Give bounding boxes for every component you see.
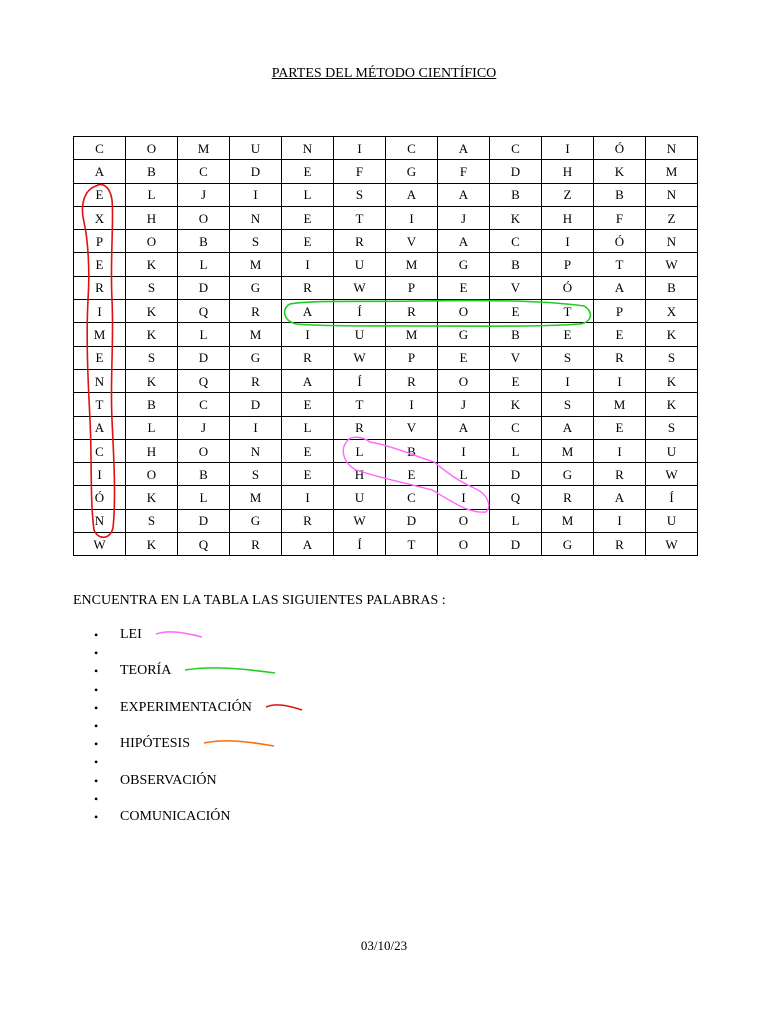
bullet-icon: • [94,809,99,824]
grid-cell: R [386,369,438,392]
bullet-icon: • [94,773,99,788]
grid-row [74,206,698,229]
grid-row [74,253,698,276]
grid-cell: K [126,300,178,323]
grid-cell: G [438,253,490,276]
grid-cell: E [282,206,334,229]
grid-cell: Q [490,486,542,509]
grid-row [74,300,698,323]
word-list-item [92,699,360,717]
grid-cell: B [490,183,542,206]
grid-cell: C [74,439,126,462]
grid-cell: J [178,416,230,439]
grid-row [74,533,698,556]
bullet-icon: • [94,755,99,770]
grid-cell: E [282,439,334,462]
word-label: LEI [120,627,142,642]
grid-cell: I [594,509,646,532]
grid-cell: P [542,253,594,276]
grid-cell: I [386,206,438,229]
grid-cell: I [74,463,126,486]
grid-cell: A [438,416,490,439]
grid-cell: N [646,183,698,206]
page-title: PARTES DEL MÉTODO CIENTÍFICO [271,66,497,81]
grid-cell: G [542,463,594,486]
instructions-text: ENCUENTRA EN LA TABLA LAS SIGUIENTES PALABRAS : [73,593,446,608]
grid-cell: W [74,533,126,556]
grid-cell: E [282,463,334,486]
grid-cell: E [542,323,594,346]
grid-cell: H [334,463,386,486]
word-search-grid [73,136,698,556]
grid-cell: L [178,253,230,276]
grid-cell: O [438,300,490,323]
grid-cell: N [282,137,334,160]
grid-cell: L [490,509,542,532]
grid-row [74,393,698,416]
grid-cell: A [594,486,646,509]
grid-cell: G [230,276,282,299]
grid-cell: Ó [594,137,646,160]
grid-cell: B [646,276,698,299]
grid-cell: C [386,137,438,160]
grid-cell: R [542,486,594,509]
grid-cell: W [334,509,386,532]
word-label: OBSERVACIÓN [120,772,217,788]
grid-cell: A [386,183,438,206]
grid-cell: K [126,323,178,346]
grid-cell: G [438,323,490,346]
grid-cell: C [74,137,126,160]
grid-cell: R [282,346,334,369]
grid-cell: K [126,533,178,556]
grid-cell: B [178,230,230,253]
grid-row [74,137,698,160]
grid-cell: O [438,369,490,392]
grid-cell: A [74,160,126,183]
grid-cell: R [386,300,438,323]
color-swatch-mark [154,629,250,641]
grid-cell: R [282,276,334,299]
grid-cell: S [126,509,178,532]
grid-cell: U [646,439,698,462]
grid-cell: E [594,416,646,439]
grid-cell: F [334,160,386,183]
grid-cell: B [490,253,542,276]
color-swatch-mark [202,738,298,750]
grid-cell: G [230,509,282,532]
grid-cell: T [542,300,594,323]
grid-cell: A [282,369,334,392]
word-list-item [92,753,360,771]
grid-cell: T [334,206,386,229]
grid-cell: M [594,393,646,416]
grid-cell: V [490,276,542,299]
grid-cell: S [646,416,698,439]
bullet-icon: • [94,700,99,715]
grid-cell: O [126,230,178,253]
page-date: 03/10/23 [360,938,408,953]
bullet-icon: • [94,682,99,697]
grid-cell: O [126,137,178,160]
grid-row [74,323,698,346]
grid-cell: K [490,206,542,229]
grid-cell: F [438,160,490,183]
grid-cell: D [490,463,542,486]
grid-cell: E [74,253,126,276]
grid-cell: I [542,137,594,160]
grid-cell: N [74,369,126,392]
grid-cell: B [126,393,178,416]
word-list-item [92,662,360,680]
bullet-icon: • [94,718,99,733]
grid-cell: Í [334,533,386,556]
grid-cell: T [74,393,126,416]
grid-cell: L [126,416,178,439]
grid-cell: O [438,509,490,532]
grid-cell: O [178,206,230,229]
grid-cell: E [74,183,126,206]
grid-row [74,276,698,299]
grid-cell: E [438,346,490,369]
grid-cell: U [230,137,282,160]
grid-cell: I [542,369,594,392]
grid-cell: B [386,439,438,462]
grid-cell: T [334,393,386,416]
grid-cell: M [646,160,698,183]
grid-cell: R [282,509,334,532]
grid-cell: M [542,509,594,532]
grid-row [74,160,698,183]
grid-cell: L [282,416,334,439]
grid-cell: M [178,137,230,160]
grid-cell: Q [178,533,230,556]
grid-cell: K [126,369,178,392]
grid-cell: I [334,137,386,160]
grid-cell: E [74,346,126,369]
grid-cell: G [386,160,438,183]
grid-cell: M [230,486,282,509]
grid-cell: S [126,346,178,369]
grid-cell: C [490,230,542,253]
word-label: HIPÓTESIS [120,736,191,752]
grid-cell: I [386,393,438,416]
grid-cell: V [386,230,438,253]
grid-cell: S [646,346,698,369]
grid-cell: I [438,486,490,509]
grid-cell: N [74,509,126,532]
grid-cell: S [230,463,282,486]
word-list-item [92,681,360,699]
grid-cell: B [178,463,230,486]
grid-cell: C [490,137,542,160]
grid-cell: J [178,183,230,206]
grid-cell: D [178,346,230,369]
grid-cell: E [490,300,542,323]
grid-cell: M [542,439,594,462]
grid-cell: Ó [74,486,126,509]
grid-cell: W [334,346,386,369]
grid-cell: J [438,393,490,416]
grid-cell: M [386,323,438,346]
grid-cell: A [282,533,334,556]
grid-cell: S [126,276,178,299]
grid-cell: I [282,253,334,276]
grid-cell: W [334,276,386,299]
grid-cell: K [646,369,698,392]
word-label: EXPERIMENTACIÓN [120,699,252,715]
grid-cell: U [334,486,386,509]
grid-cell: I [74,300,126,323]
grid-row [74,230,698,253]
grid-cell: J [438,206,490,229]
grid-cell: O [438,533,490,556]
grid-cell: E [438,276,490,299]
grid-cell: E [490,369,542,392]
grid-cell: B [490,323,542,346]
grid-cell: V [386,416,438,439]
grid-cell: K [126,486,178,509]
grid-cell: E [386,463,438,486]
grid-cell: N [646,230,698,253]
grid-cell: T [594,253,646,276]
grid-cell: P [386,276,438,299]
grid-cell: T [386,533,438,556]
grid-cell: L [178,323,230,346]
bullet-icon: • [94,664,99,679]
grid-cell: S [542,346,594,369]
grid-cell: S [230,230,282,253]
grid-cell: O [126,463,178,486]
grid-cell: K [646,323,698,346]
grid-cell: D [490,160,542,183]
grid-cell: U [334,253,386,276]
grid-cell: A [542,416,594,439]
word-list [92,626,360,826]
grid-cell: N [230,439,282,462]
grid-cell: Q [178,300,230,323]
grid-cell: B [126,160,178,183]
grid-row [74,416,698,439]
grid-cell: C [490,416,542,439]
word-list-item [92,808,360,826]
word-list-item [92,735,360,753]
grid-cell: H [542,206,594,229]
grid-cell: N [230,206,282,229]
grid-cell: K [490,393,542,416]
grid-cell: P [386,346,438,369]
grid-cell: C [178,160,230,183]
grid-cell: A [74,416,126,439]
grid-cell: L [334,439,386,462]
grid-cell: F [594,206,646,229]
grid-cell: E [282,160,334,183]
grid-cell: I [282,323,334,346]
grid-cell: M [230,323,282,346]
grid-row [74,463,698,486]
word-list-item [92,772,360,790]
grid-cell: R [594,533,646,556]
word-list-item [92,644,360,662]
bullet-icon: • [94,628,99,642]
grid-cell: R [230,300,282,323]
grid-cell: N [646,137,698,160]
grid-cell: C [386,486,438,509]
grid-cell: L [178,486,230,509]
grid-cell: D [386,509,438,532]
grid-cell: E [282,393,334,416]
grid-cell: I [542,230,594,253]
grid-cell: I [438,439,490,462]
grid-cell: I [282,486,334,509]
grid-cell: A [438,230,490,253]
grid-cell: Ó [542,276,594,299]
grid-cell: L [490,439,542,462]
grid-cell: Z [542,183,594,206]
grid-cell: M [230,253,282,276]
color-swatch-mark [264,702,360,714]
grid-cell: A [438,137,490,160]
grid-cell: K [126,253,178,276]
grid-cell: L [126,183,178,206]
grid-cell: L [282,183,334,206]
grid-cell: R [230,533,282,556]
grid-cell: R [230,369,282,392]
grid-cell: G [542,533,594,556]
word-list-item [92,717,360,735]
grid-cell: R [594,463,646,486]
grid-cell: D [230,160,282,183]
grid-cell: I [594,369,646,392]
grid-cell: D [178,276,230,299]
grid-cell: W [646,533,698,556]
grid-cell: M [386,253,438,276]
grid-cell: U [334,323,386,346]
grid-cell: X [74,206,126,229]
grid-cell: K [594,160,646,183]
grid-cell: K [646,393,698,416]
grid-cell: Ó [594,230,646,253]
grid-cell: P [74,230,126,253]
grid-cell: W [646,463,698,486]
grid-cell: R [334,416,386,439]
grid-cell: A [594,276,646,299]
grid-cell: Í [334,369,386,392]
bullet-icon: • [94,646,99,661]
grid-cell: W [646,253,698,276]
grid-cell: H [542,160,594,183]
grid-cell: Q [178,369,230,392]
grid-cell: X [646,300,698,323]
grid-cell: M [74,323,126,346]
grid-cell: I [594,439,646,462]
grid-cell: H [126,206,178,229]
grid-cell: R [74,276,126,299]
grid-row [74,346,698,369]
word-label: TEORÍA [120,663,172,679]
bullet-icon: • [94,737,99,752]
grid-cell: U [646,509,698,532]
grid-row [74,439,698,462]
grid-row [74,486,698,509]
grid-row [74,509,698,532]
grid-cell: B [594,183,646,206]
grid-cell: I [230,416,282,439]
grid-row [74,369,698,392]
grid-cell: R [334,230,386,253]
grid-cell: H [126,439,178,462]
grid-cell: E [594,323,646,346]
grid-cell: D [490,533,542,556]
grid-cell: C [178,393,230,416]
grid-cell: O [178,439,230,462]
grid-cell: Í [334,300,386,323]
grid-cell: S [542,393,594,416]
word-label: COMUNICACIÓN [120,808,231,824]
grid-row [74,183,698,206]
grid-cell: L [438,463,490,486]
grid-cell: V [490,346,542,369]
grid-cell: P [594,300,646,323]
grid-cell: G [230,346,282,369]
grid-cell: S [334,183,386,206]
grid-cell: I [230,183,282,206]
word-list-item [92,790,360,808]
grid-cell: A [282,300,334,323]
grid-cell: R [594,346,646,369]
grid-cell: D [178,509,230,532]
bullet-icon: • [94,791,99,806]
grid-cell: E [282,230,334,253]
grid-cell: Í [646,486,698,509]
grid-cell: D [230,393,282,416]
grid-cell: A [438,183,490,206]
color-swatch-mark [183,665,279,677]
word-list-item [92,626,360,644]
grid-cell: Z [646,206,698,229]
